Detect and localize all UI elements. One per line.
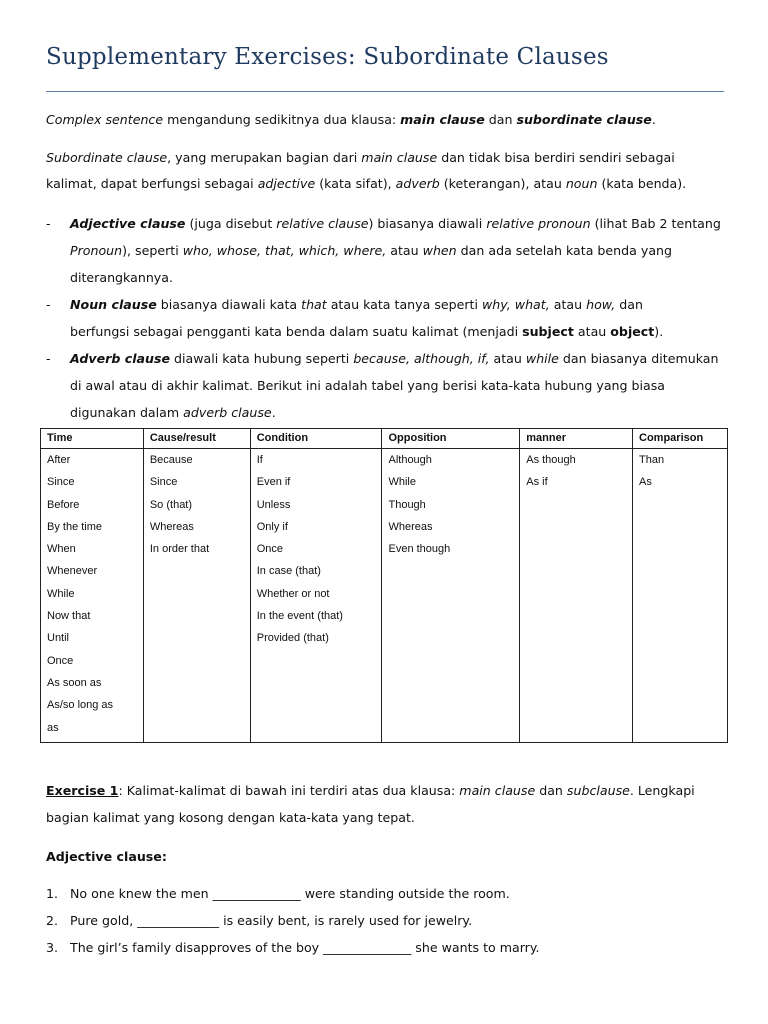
table-cell-condition (250, 449, 382, 743)
text-run: (kata sifat), (315, 176, 396, 191)
bullet-text (70, 210, 730, 291)
text-run: atau (573, 324, 611, 339)
text-run: atau (386, 243, 423, 258)
text-run: dan biasanya ditemukan di awal atau di akhir kalimat. Berikut ini adalah tabel yang berisi kata-kata hubung yang biasa digunakan dalam (70, 351, 719, 420)
table-cell-item: Even though (388, 543, 451, 556)
item-number: 3. (46, 940, 59, 955)
table-cell-item: Unless (256, 498, 291, 511)
table-cell-item: While (388, 476, 416, 489)
bullet-text (70, 345, 730, 426)
table-cell-comparison (633, 449, 728, 743)
table-cell-opposition (382, 449, 520, 743)
text-run: . (651, 112, 656, 127)
title-divider (46, 91, 724, 92)
table-cell-item: After (47, 454, 71, 466)
text-run: ), seperti (122, 243, 183, 258)
text-run: Subordinate clause (46, 150, 168, 165)
item-text: No one knew the men ______________ were standing outside the room. (70, 886, 510, 901)
text-run: atau (549, 297, 587, 312)
section-heading: Adjective clause: (46, 849, 167, 864)
bullet-adjective-clause (46, 210, 736, 291)
table-header-cell: Comparison (633, 429, 728, 449)
exercise-instructions (46, 777, 736, 831)
text-run: adverb clause (183, 405, 272, 420)
text-run: Noun clause (70, 297, 157, 312)
text-run: Adjective clause (70, 216, 186, 231)
text-run: mengandung sedikitnya dua klausa: (163, 112, 401, 127)
table-cell-item: as (47, 721, 59, 734)
table-cell-item: Though (388, 498, 426, 511)
text-run: main clause (459, 783, 536, 798)
text-run: Adverb clause (70, 351, 171, 366)
table-header-cell: Time (41, 429, 144, 449)
table-cell-item: When (47, 543, 76, 556)
exercise-label: Exercise 1 (46, 783, 119, 798)
text-run: subject (522, 324, 574, 339)
bullet-text (70, 291, 706, 345)
table-cell-item: In the event (that) (256, 610, 343, 623)
item-number: 2. (46, 913, 59, 928)
text-run: subclause (566, 783, 630, 798)
bullet-adverb-clause (46, 345, 736, 426)
table-cell-item: As if (526, 476, 548, 489)
text-run: adjective (257, 176, 316, 191)
bullet-dash: - (46, 216, 51, 231)
text-run: noun (565, 176, 598, 191)
table-cell-item: Before (47, 498, 80, 511)
text-run: because, although, if, (353, 351, 490, 366)
table-cell-item: Although (388, 454, 432, 466)
table-cell-item: Than (639, 454, 665, 466)
text-run: why, what, (482, 297, 550, 312)
table-cell-item: Now that (47, 610, 91, 623)
table-header-cell: manner (520, 429, 633, 449)
text-run: object (610, 324, 655, 339)
item-number: 1. (46, 886, 59, 901)
text-run: , yang merupakan bagian dari (167, 150, 362, 165)
text-run: dan ada setelah kata benda yang diterangkannya. (70, 243, 673, 285)
item-text: The girl’s family disapproves of the boy ______________ she wants to marry. (70, 940, 540, 955)
list-item (46, 907, 540, 934)
table-header-cell: Condition (250, 429, 382, 449)
table-cell-item: In case (that) (256, 565, 321, 578)
table-cell-item: As (639, 476, 652, 489)
intro-paragraph-1 (46, 107, 736, 133)
text-run: diawali kata hubung seperti (170, 351, 354, 366)
table-cell-item: Until (47, 632, 70, 645)
table-cell-item: As though (526, 454, 576, 466)
table-cell-item: Since (47, 476, 75, 489)
text-run: (kata benda). (597, 176, 687, 191)
exercise-text (46, 783, 695, 825)
text-run: main clause (400, 112, 485, 127)
text-run: . Lengkapi bagian kalimat yang kosong dengan kata-kata yang tepat. (46, 783, 695, 825)
table-header-row (41, 429, 728, 449)
text-run: atau kata tanya seperti (326, 297, 482, 312)
exercise-list (46, 880, 540, 961)
table-cell-item: Provided (that) (256, 632, 329, 645)
table-cell-item: Because (149, 454, 193, 466)
text-run: biasanya diawali kata (156, 297, 302, 312)
table-cell-item: So (that) (149, 498, 193, 511)
table-cell-item: Whenever (47, 565, 98, 578)
text-run: . (271, 405, 276, 420)
text-run: main clause (361, 150, 438, 165)
text-run: Complex sentence (46, 112, 164, 127)
table-cell-cause-result (143, 449, 250, 743)
text-run: relative clause (276, 216, 369, 231)
table-cell-manner (520, 449, 633, 743)
table-cell-item: If (256, 454, 263, 466)
page-title: Supplementary Exercises: Subordinate Clauses (46, 44, 609, 70)
text-run: ) biasanya diawali (368, 216, 487, 231)
table-cell-item: Once (47, 654, 74, 667)
text-run: : Kalimat-kalimat di bawah ini terdiri atas dua klausa: (118, 783, 460, 798)
text-run: (juga disebut (185, 216, 277, 231)
text-run: adverb (395, 176, 440, 191)
text-run: how, (586, 297, 616, 312)
text-run: subordinate clause (516, 112, 652, 127)
table-header-cell: Cause/result (143, 429, 250, 449)
text-run: who, whose, that, which, where, (182, 243, 387, 258)
text-run: dan (484, 112, 517, 127)
text-run: atau (489, 351, 526, 366)
text-run: dan berfungsi sebagai pengganti kata benda dalam suatu kalimat (menjadi (70, 297, 643, 339)
text-run: relative pronoun (486, 216, 591, 231)
table-cell-time (41, 449, 144, 743)
table-cell-item: Whether or not (256, 587, 330, 600)
text-run: dan (535, 783, 567, 798)
bullet-dash: - (46, 297, 51, 312)
bullet-noun-clause (46, 291, 736, 345)
table-cell-item: Whereas (149, 520, 194, 533)
table-cell-item: As/so long as (47, 699, 114, 712)
table-row (41, 449, 728, 743)
text-run: (lihat Bab 2 tentang (590, 216, 721, 231)
intro-paragraph-2 (46, 145, 726, 197)
text-run: ). (654, 324, 664, 339)
text-run: while (525, 351, 559, 366)
table-cell-item: Whereas (388, 520, 433, 533)
text-run: when (422, 243, 457, 258)
text-run: (keterangan), atau (439, 176, 566, 191)
conjunction-table (40, 428, 728, 743)
text-run: Pronoun (70, 243, 123, 258)
table-header-cell: Opposition (382, 429, 520, 449)
table-cell-item: In order that (149, 543, 210, 556)
table-cell-item: By the time (47, 520, 103, 533)
table-cell-item: Even if (256, 476, 291, 489)
table-cell-item: Since (149, 476, 178, 489)
list-item (46, 934, 540, 961)
text-run: dan tidak bisa berdiri sendiri sebagai kalimat, dapat berfungsi sebagai (46, 150, 675, 191)
bullet-dash: - (46, 351, 51, 366)
item-text: Pure gold, _____________ is easily bent, is rarely used for jewelry. (70, 913, 473, 928)
text-run: that (301, 297, 327, 312)
list-item (46, 880, 540, 907)
table-cell-item: As soon as (47, 676, 102, 689)
table-cell-item: Once (256, 543, 284, 556)
table-cell-item: Only if (256, 520, 288, 533)
table-cell-item: While (47, 587, 75, 600)
